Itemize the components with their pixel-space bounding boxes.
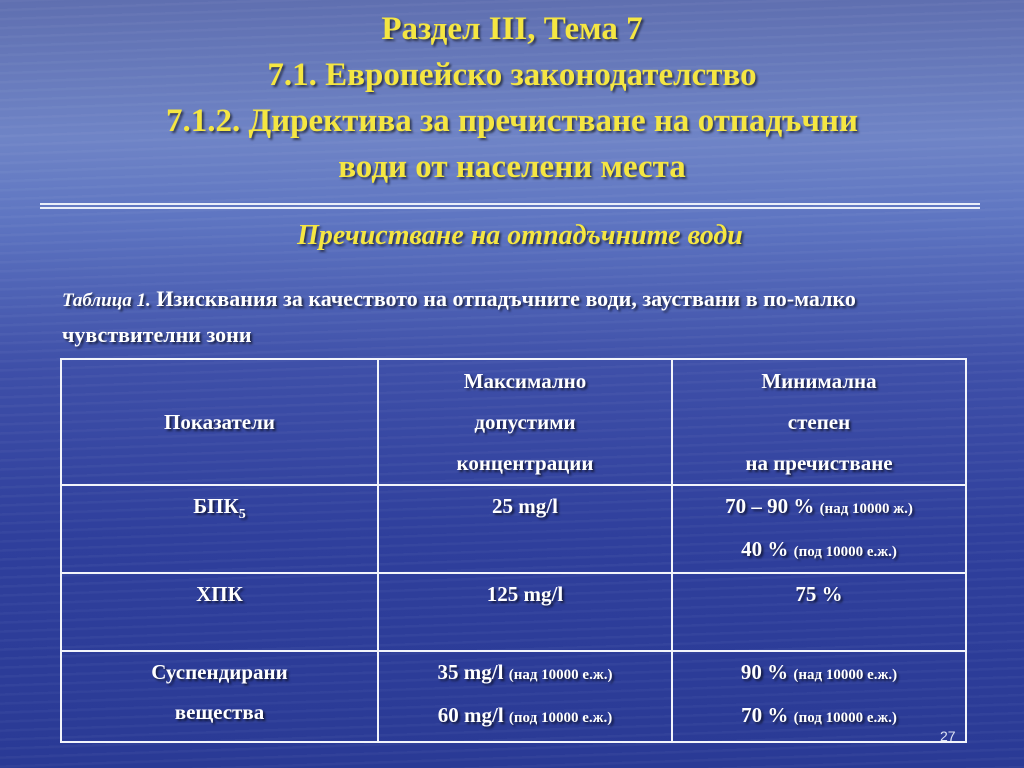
table-row bbox=[61, 651, 966, 742]
page-number: 27 bbox=[940, 728, 956, 744]
concentration-value: 125 mg/l bbox=[486, 582, 564, 606]
header-line: Минимална bbox=[761, 368, 877, 393]
slide-title bbox=[0, 6, 1024, 190]
indicator-name-line: вещества bbox=[174, 700, 265, 724]
concentration-note: (над 10000 е.ж.) bbox=[508, 667, 613, 683]
reduction-entry bbox=[677, 529, 961, 572]
indicator-name: БПК bbox=[193, 494, 239, 518]
indicator-cell bbox=[61, 485, 378, 573]
concentration-value: 25 mg/l bbox=[492, 494, 558, 518]
concentration-cell bbox=[378, 485, 672, 573]
header-line: допустими bbox=[474, 409, 576, 434]
header-line: Показатели bbox=[163, 409, 276, 434]
title-line-2: 7.1. Европейско законодателство bbox=[267, 57, 757, 93]
reduction-note: (под 10000 е.ж.) bbox=[793, 710, 897, 726]
reduction-note: (над 10000 е.ж.) bbox=[793, 667, 898, 683]
concentration-value: 60 mg/l bbox=[437, 703, 504, 727]
reduction-value: 75 % bbox=[795, 582, 843, 606]
concentration-value: 35 mg/l bbox=[437, 660, 504, 684]
title-line-1: Раздел III, Тема 7 bbox=[381, 11, 643, 47]
reduction-note: (над 10000 ж.) bbox=[819, 501, 913, 517]
header-line: степен bbox=[787, 409, 851, 434]
section-subtitle: Пречистване на отпадъчните води bbox=[297, 220, 743, 251]
reduction-value: 90 % bbox=[740, 660, 789, 684]
concentration-entry bbox=[383, 652, 667, 695]
reduction-entry bbox=[677, 486, 961, 529]
indicator-name: ХПК bbox=[196, 582, 243, 606]
title-line-4: води от населени места bbox=[338, 149, 686, 185]
table-row bbox=[61, 485, 966, 573]
header-indicators bbox=[61, 359, 378, 485]
reduction-cell bbox=[672, 651, 966, 742]
table-caption-label: Таблица 1. bbox=[62, 290, 151, 311]
reduction-value: 70 % bbox=[741, 703, 789, 727]
header-line: Максимално bbox=[463, 368, 587, 393]
title-line-3: 7.1.2. Директива за пречистване на отпадъчни bbox=[165, 103, 859, 139]
header-min-reduction bbox=[672, 359, 966, 485]
concentration-cell bbox=[378, 651, 672, 742]
title-divider bbox=[40, 203, 980, 209]
table-row bbox=[61, 573, 966, 651]
table-caption-text: Изисквания за качеството на отпадъчните води, зауствани в по-малко чувствителни зони bbox=[62, 286, 856, 347]
requirements-table bbox=[60, 358, 967, 743]
indicator-cell bbox=[61, 573, 378, 651]
concentration-cell bbox=[378, 573, 672, 651]
concentration-entry bbox=[383, 695, 667, 738]
concentration-note: (под 10000 е.ж.) bbox=[508, 710, 613, 726]
reduction-value: 40 % bbox=[741, 537, 789, 561]
header-max-concentration bbox=[378, 359, 672, 485]
indicator-cell bbox=[61, 651, 378, 742]
header-line: концентрации bbox=[456, 450, 594, 475]
table-header-row bbox=[61, 359, 966, 485]
indicator-name-line: Суспендирани bbox=[151, 660, 288, 684]
table-caption bbox=[62, 282, 972, 352]
reduction-cell bbox=[672, 573, 966, 651]
header-line: на пречистване bbox=[745, 450, 893, 475]
indicator-subscript: 5 bbox=[238, 507, 246, 523]
reduction-note: (под 10000 е.ж.) bbox=[793, 544, 897, 560]
reduction-cell bbox=[672, 485, 966, 573]
reduction-value: 70 – 90 % bbox=[725, 494, 815, 518]
reduction-entry bbox=[677, 652, 961, 695]
reduction-entry bbox=[677, 695, 961, 738]
